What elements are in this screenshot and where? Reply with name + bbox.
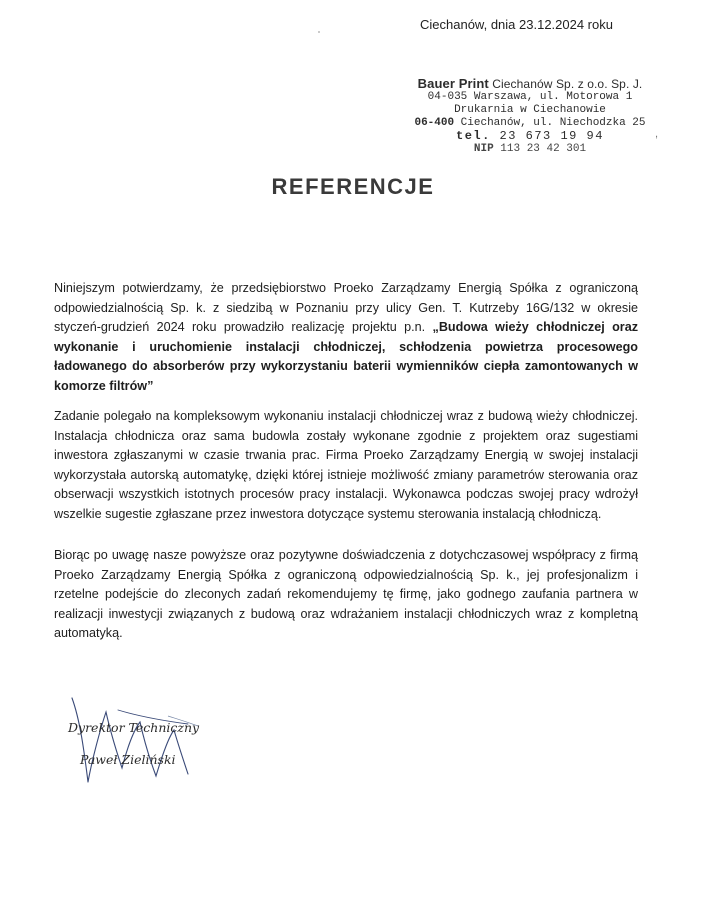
project-name: „Budowa wieży chłodniczej oraz wykonanie i uruchomienie instalacji chłodniczej, schłodzenia powietrza procesowego ładowanego do absorberów przy wykorzystaniu baterii wymienników ciepła zamontowanych w komorze filtrów” (54, 320, 638, 393)
stamp-company-line (410, 76, 650, 91)
stamp-plant-name: Drukarnia w Ciechanowie (454, 104, 606, 116)
stamp-company-rest: Ciechanów Sp. z o.o. Sp. J. (488, 77, 643, 91)
signatory-title: Dyrektor Techniczny (68, 720, 200, 735)
stamp-phone-label: tel. (456, 129, 491, 143)
paragraph-3: Biorąc po uwagę nasze powyższe oraz pozytywne doświadczenia z dotychczasowej współpracy z firmą Proeko Zarządzamy Energią Spółka z ograniczoną odpowiedzialnością Sp. k., jej profesjonalizm i rzetelne podejście do zleconych zadań rekomendujemy tę firmę, jako godnego zaufania partnera w realizacji inwestycji związanych z budową oraz wdrażaniem instalacji chłodniczych wraz z kompletną automatyką. (54, 548, 638, 640)
signature-block (58, 690, 238, 790)
company-stamp (410, 76, 650, 155)
date-line: Ciechanów, dnia 23.12.2024 roku (420, 17, 613, 32)
stamp-plant-postcode: 06-400 (414, 117, 455, 129)
stamp-plant-address: Ciechanów, ul. Niechodzka 25 (454, 117, 646, 129)
stamp-nip-number: 113 23 42 301 (493, 143, 587, 155)
paragraph-1 (54, 279, 638, 396)
document-title: REFERENCJE (271, 174, 435, 199)
paragraph-2: Zadanie polegało na kompleksowym wykonaniu instalacji chłodniczej wraz z budową wieży chłodniczej. Instalacja chłodnicza oraz sama budowla zostały wykonane zgodnie z projektem oraz sugestiami inwestora zgłaszanymi w czasie trwania prac. Firma Proeko Zarządzamy Energią w swojej instalacji wykorzystała autorską automatykę, dzięki której istnieje możliwość zmiany parametrów sterowania oraz obserwacji wszystkich istotnych procesów pracy instalacji. Wykonawca podczas swojej pracy wdrożył wszelkie sugestie zgłaszane przez inwestora dotyczące systemu sterowania instalacją chłodniczą. (54, 409, 638, 521)
scan-speck (318, 31, 320, 33)
scan-mark: , (655, 128, 659, 140)
stamp-nip-line (410, 143, 650, 155)
stamp-phone-number: 23 673 19 94 (490, 129, 604, 143)
stamp-company-bold: Bauer Print (417, 76, 489, 91)
signatory-name: Paweł Zieliński (80, 752, 176, 767)
paragraph-1-text: Niniejszym potwierdzamy, że przedsiębiorstwo Proeko Zarządzamy Energią Spółka z ograniczoną odpowiedzialnością Sp. k. z siedzibą w Poznaniu przy ulicy Gen. T. Kutrzeby 16G/132 w okresie styczeń-grudzień 2024 roku prowadziło realizację projektu p.n. (54, 281, 638, 334)
handwritten-signature (58, 690, 238, 790)
stamp-address-hq: 04-035 Warszawa, ul. Motorowa 1 (427, 91, 633, 103)
stamp-phone-line (410, 130, 650, 143)
stamp-nip-label: NIP (473, 143, 494, 155)
